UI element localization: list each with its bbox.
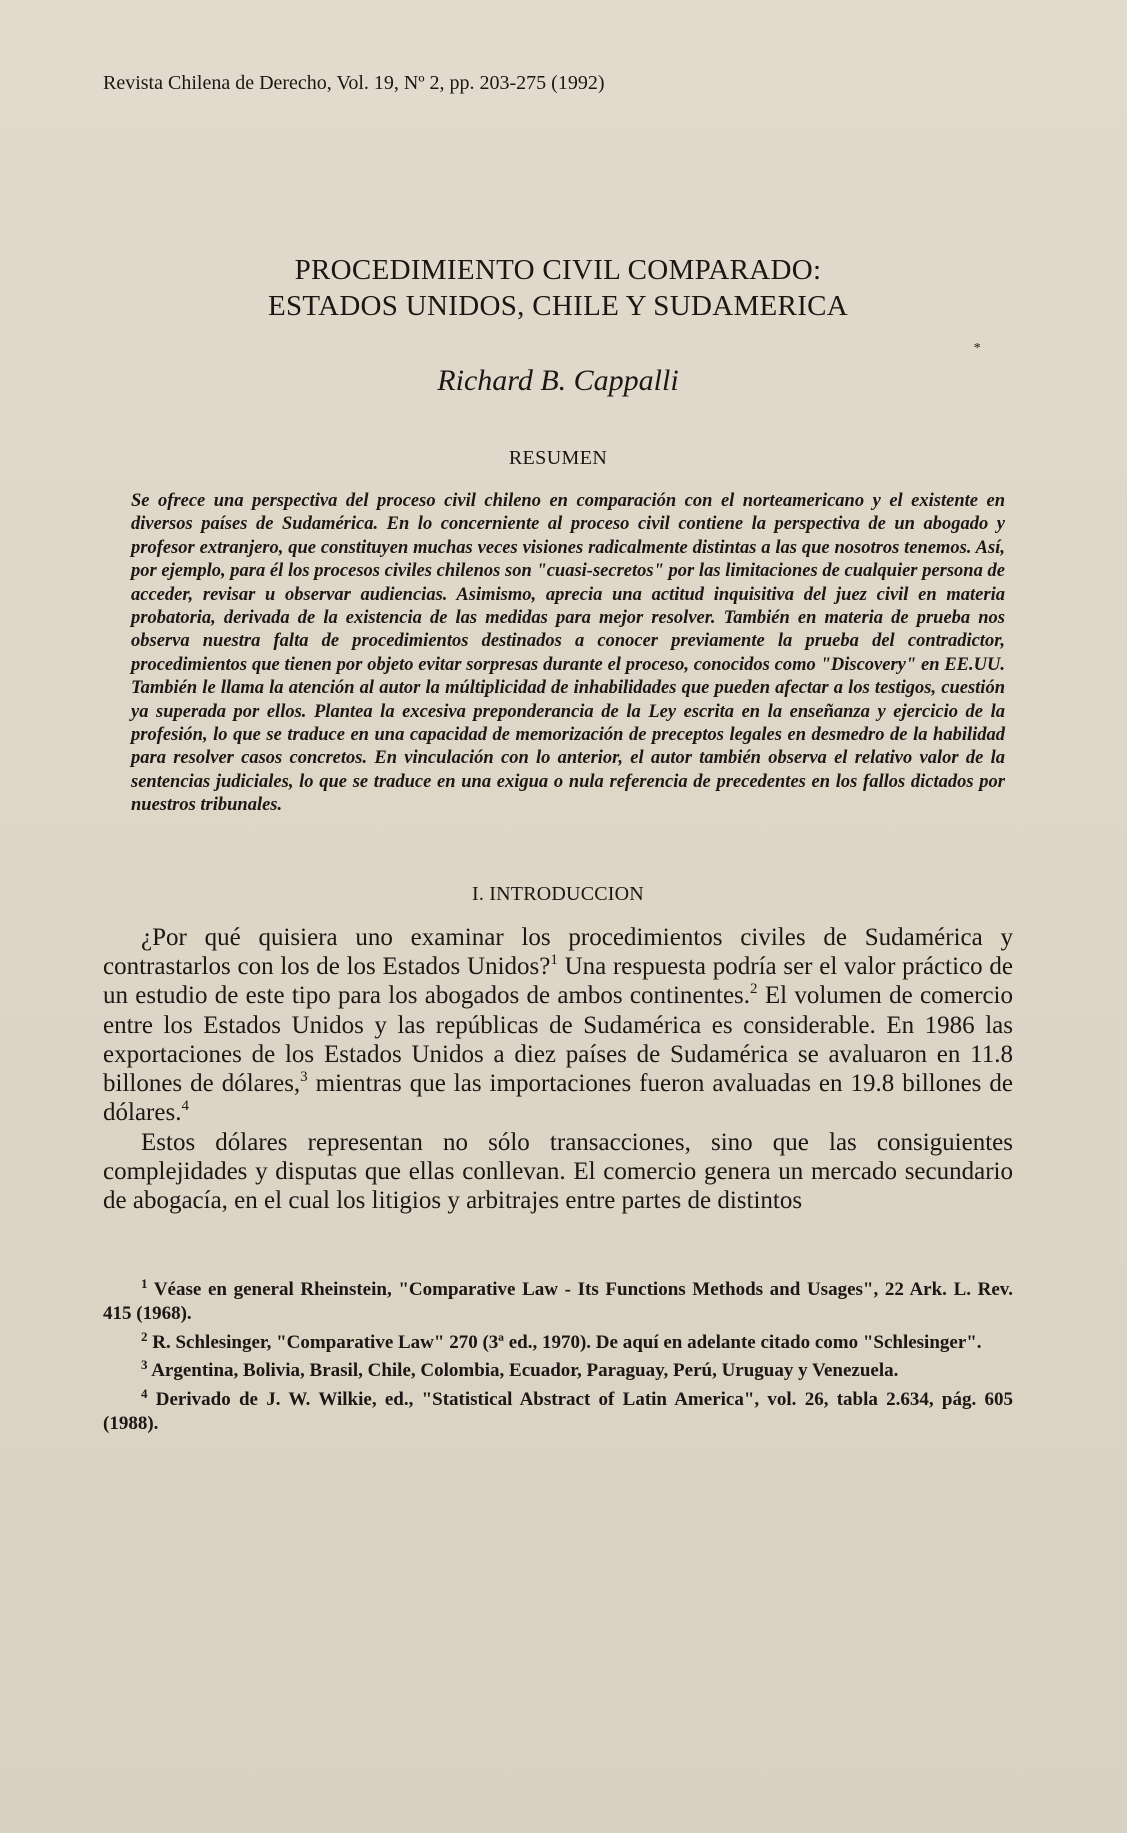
paragraph-1-sentence-2: Una respuesta podría ser el valor práctico de un estudio de este tipo para los abogados de ambos continentes. bbox=[103, 952, 1013, 1010]
footnote-text: Derivado de J. W. Wilkie, ed., "Statistical Abstract of Latin America", vol. 26, tabla 2.634, pág. 605 (1988). bbox=[103, 1388, 1013, 1435]
footnote-2 bbox=[103, 1328, 1013, 1356]
title-line-1: PROCEDIMIENTO CIVIL COMPARADO: bbox=[294, 254, 822, 286]
footnote-number: 1 bbox=[141, 1275, 148, 1291]
footnote-text: R. Schlesinger, "Comparative Law" 270 (3ª ed., 1970). De aquí en adelante citado como "Schlesinger". bbox=[152, 1331, 982, 1353]
author-block bbox=[103, 341, 1013, 398]
footnote-number: 2 bbox=[141, 1328, 148, 1344]
author-footnote-mark: * bbox=[973, 341, 980, 356]
paragraph-1-sentence-1: ¿Por qué quisiera uno examinar los procedimientos civiles de Sudamérica y contrastarlos con los de los Estados Unidos? bbox=[103, 923, 1013, 980]
footnote-number: 3 bbox=[141, 1357, 148, 1373]
page-content bbox=[103, 72, 1013, 1441]
section-heading-introduccion: I. INTRODUCCION bbox=[472, 882, 644, 905]
footnote-3 bbox=[103, 1359, 1013, 1384]
paragraph-2: Estos dólares representan no sólo transacciones, sino que las consiguientes complejidades y disputas que ellas conllevan. El comercio genera un mercado secundario de abogacía, en el cual los litigios y arbitrajes entre partes de distintos bbox=[103, 1128, 1013, 1215]
footnotes bbox=[103, 1275, 1013, 1437]
author-name: Richard B. Cappalli bbox=[437, 364, 679, 397]
footnote-ref-2[interactable]: 2 bbox=[750, 981, 758, 998]
footnote-ref-4[interactable]: 4 bbox=[181, 1098, 189, 1115]
footnote-4 bbox=[103, 1385, 1013, 1437]
footnote-text: Véase en general Rheinstein, "Comparative Law - Its Functions Methods and Usages", 22 Ark. L. Rev. 415 (1968). bbox=[103, 1278, 1013, 1325]
paragraph-1-sentence-3: El volumen de comercio entre los Estados Unidos y las repúblicas de Sudamérica es considerable. En 1986 las exportaciones de los Estados Unidos a diez países de Sudamérica se avaluaron en 11.8 billones de dólares, bbox=[103, 982, 1013, 1098]
body-text bbox=[103, 923, 1013, 1216]
journal-citation: Revista Chilena de Derecho, Vol. 19, Nº 2, pp. 203-275 (1992) bbox=[103, 72, 605, 94]
paragraph-1 bbox=[103, 923, 1013, 1128]
resumen-heading: RESUMEN bbox=[508, 447, 608, 469]
footnote-text: Argentina, Bolivia, Brasil, Chile, Colombia, Ecuador, Paraguay, Perú, Uruguay y Venezuela. bbox=[151, 1360, 899, 1382]
footnote-number: 4 bbox=[141, 1385, 148, 1401]
article-title bbox=[103, 252, 1013, 324]
paragraph-1-sentence-4: mientras que las importaciones fueron avaluadas en 19.8 billones de dólares. bbox=[103, 1070, 1013, 1127]
footnote-1 bbox=[103, 1275, 1013, 1327]
footnote-ref-1[interactable]: 1 bbox=[550, 951, 558, 968]
title-line-2: ESTADOS UNIDOS, CHILE Y SUDAMERICA bbox=[267, 290, 849, 322]
abstract-text: Se ofrece una perspectiva del proceso civil chileno en comparación con el norteamericano y el existente en diversos países de Sudamérica. En lo concerniente al proceso civil contiene la perspectiva de un abogado y profesor extranjero, que constituyen muchas veces visiones radicalmente distintas a las que nosotros tenemos. Así, por ejemplo, para él los procesos civiles chilenos son "cuasi-secretos" por las limitaciones de cualquier persona de acceder, revisar u observar audiencias. Asimismo, aprecia una actitud inquisitiva del juez civil en materia probatoria, derivada de la existencia de las medidas para mejor resolver. También en materia de prueba nos observa nuestra falta de procedimientos destinados a conocer previamente la prueba del contradictor, procedimientos que tienen por objeto evitar sorpresas durante el proceso, conocidos como "Discovery" en EE.UU. También le llama la atención al autor la múltiplicidad de inhabilidades que pueden afectar a los testigos, cuestión ya superada por ellos. Plantea la excesiva preponderancia de la Ley escrita en la enseñanza y ejercicio de la profesión, lo que se traduce en una capacidad de memorización de preceptos legales en desmedro de la habilidad para resolver casos concretos. En vinculación con lo anterior, el autor también observa el relativo valor de la sentencias judiciales, lo que se traduce en una exigua o nula referencia de precedentes en los fallos dictados por nuestros tribunales. bbox=[131, 491, 1005, 816]
footnote-ref-3[interactable]: 3 bbox=[300, 1069, 308, 1086]
